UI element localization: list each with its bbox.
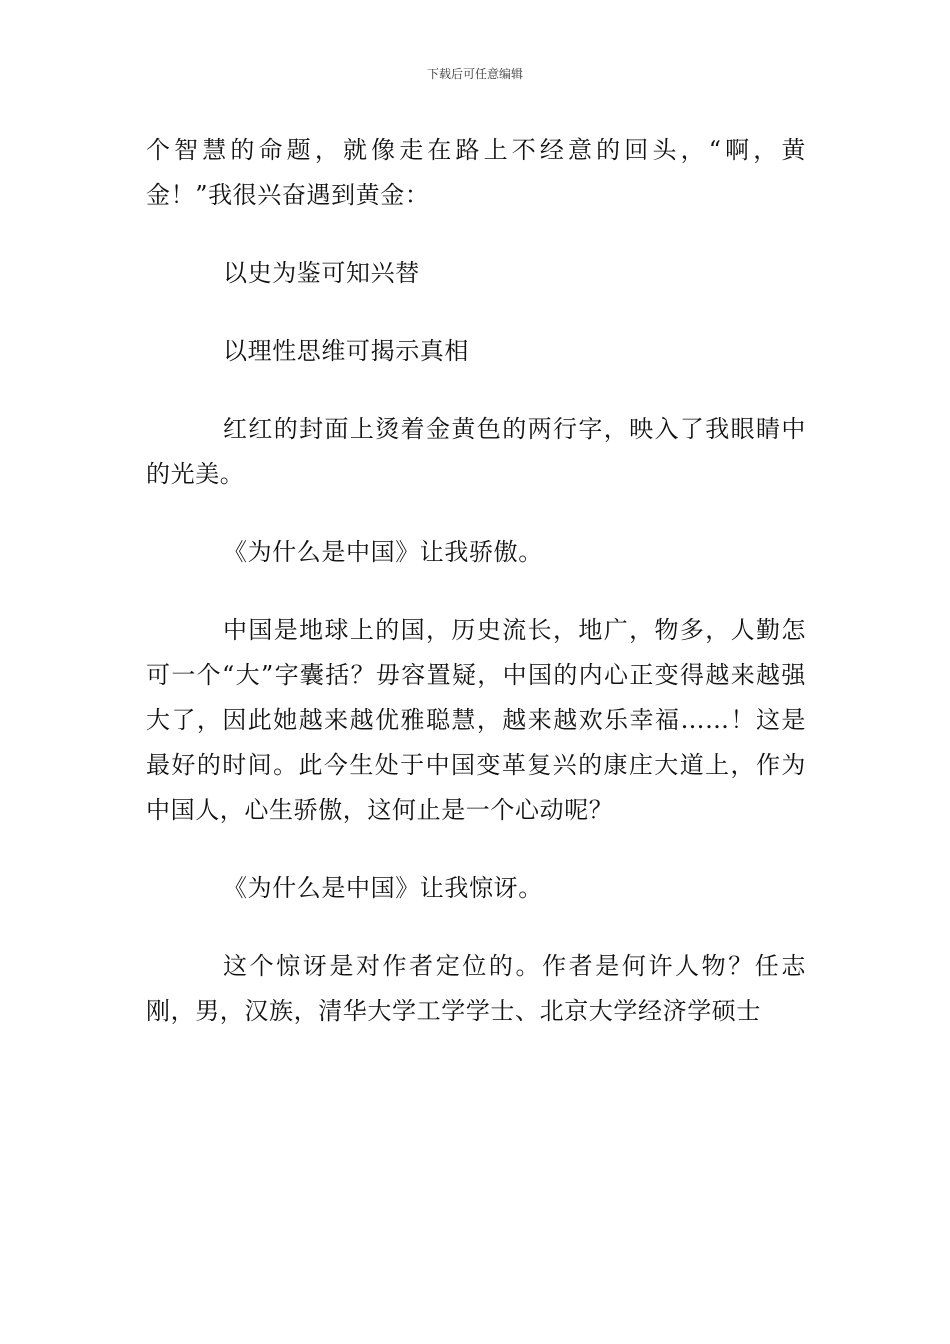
page-header-note: 下载后可任意编辑 [426, 67, 523, 81]
paragraph-heading-surprise: 《为什么是中国》让我惊讶。 [223, 874, 543, 902]
paragraph-quote-line-1: 以史为鉴可知兴替 [223, 259, 420, 287]
paragraph-author-description: 这个惊讶是对作者定位的。作者是何许人物？任志刚，男，汉族，清华大学工学学士、北京大学经济学硕士 [146, 952, 806, 1025]
paragraph-quote-line-2: 以理性思维可揭示真相 [223, 337, 469, 365]
paragraph-cover-description: 红红的封面上烫着金黄色的两行字，映入了我眼睛中的光美。 [146, 415, 806, 488]
paragraph-heading-pride: 《为什么是中国》让我骄傲。 [223, 538, 543, 566]
paragraph-china-description: 中国是地球上的国，历史流长，地广，物多，人勤怎可一个“大”字囊括？毋容置疑，中国的内心正变得越来越强大了，因此她越来越优雅聪慧，越来越欢乐幸福……！这是最好的时间。此今生处于中国变革复兴的康庄大道上，作为中国人，心生骄傲，这何止是一个心动呢？ [146, 616, 806, 824]
document-body [146, 128, 806, 1034]
paragraph-continuation: 个智慧的命题，就像走在路上不经意的回头，“啊，黄金！”我很兴奋遇到黄金： [146, 136, 806, 209]
